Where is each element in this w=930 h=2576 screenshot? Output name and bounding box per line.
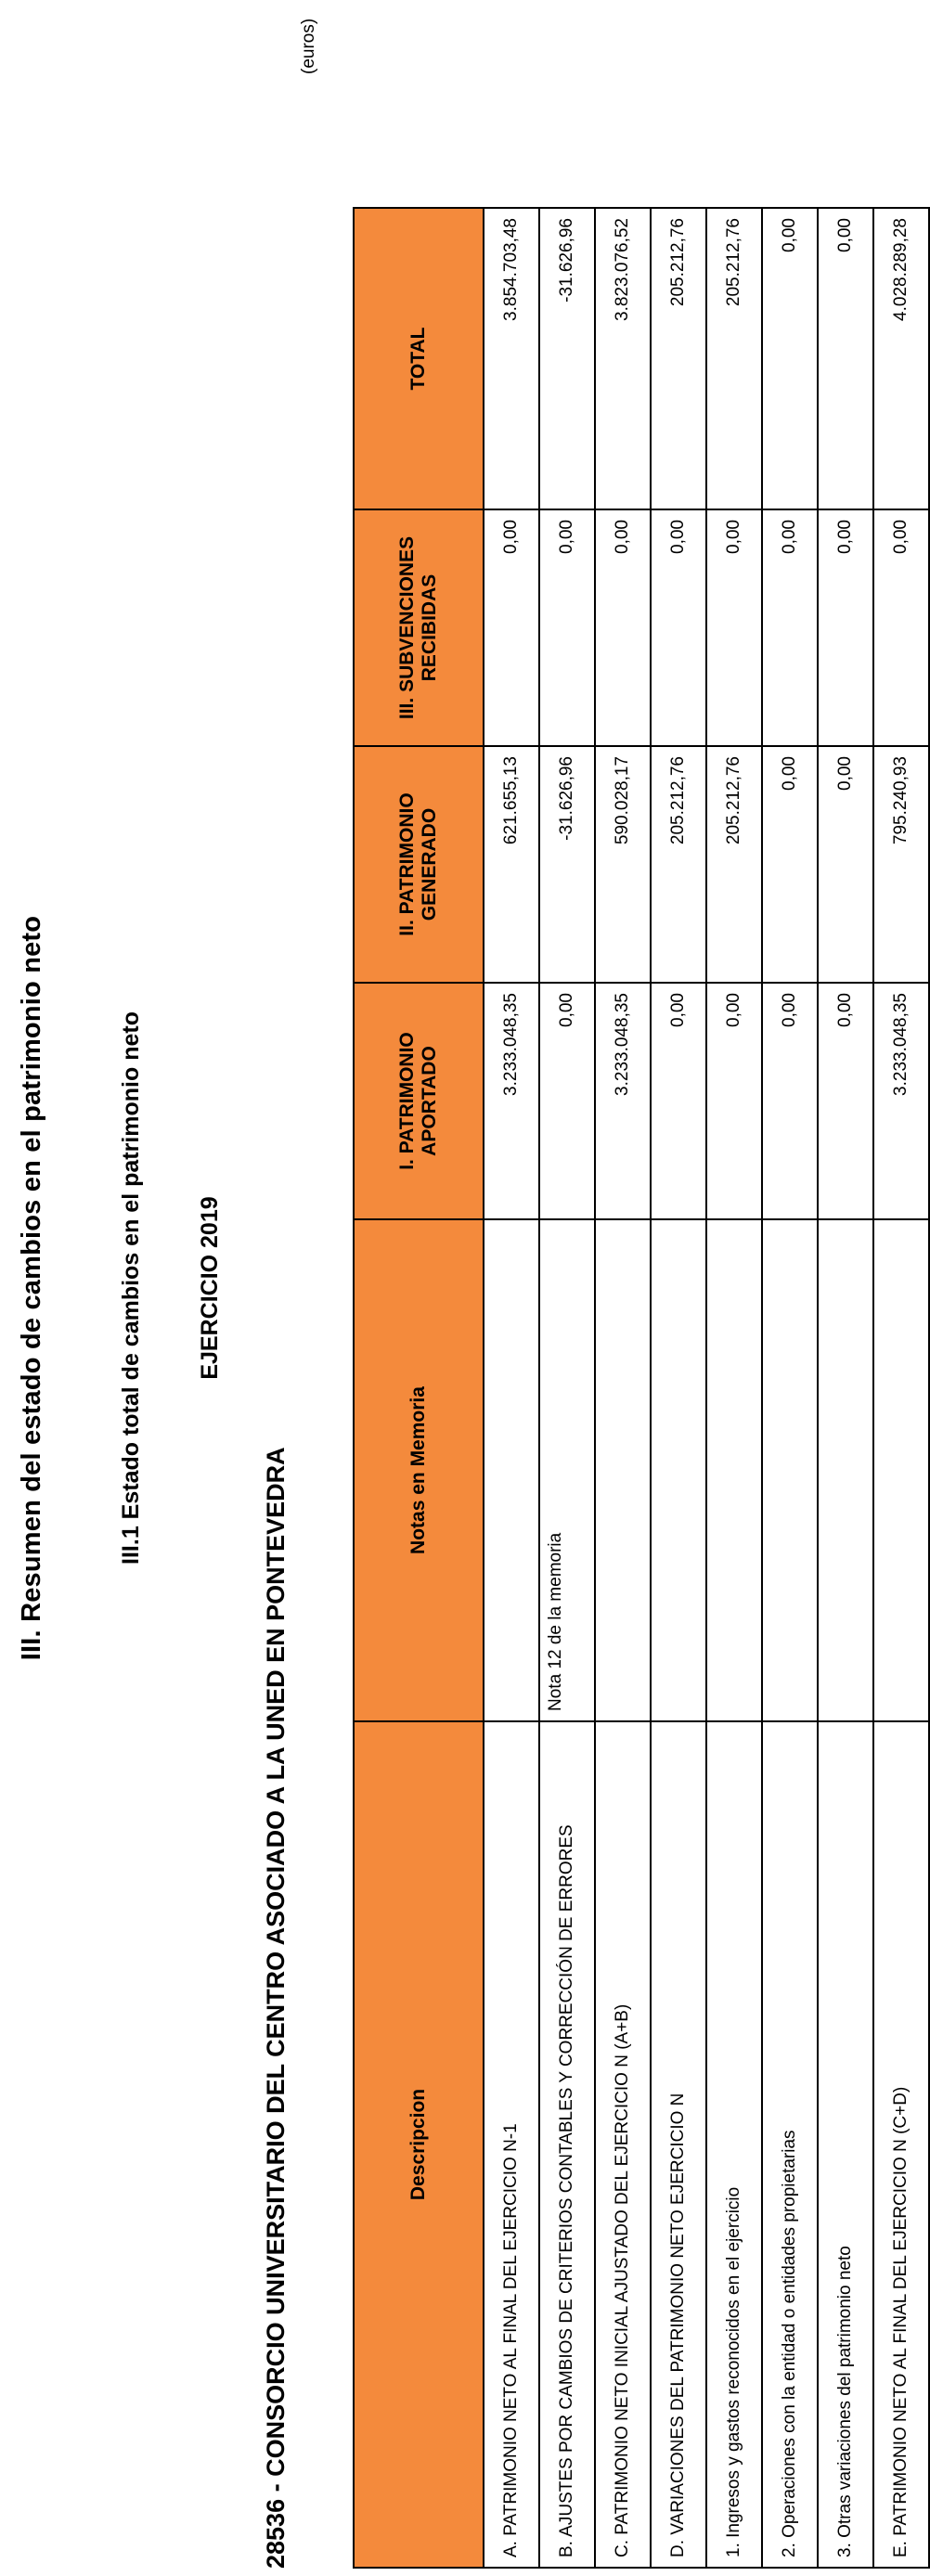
header-patrimonio-aportado: I. PATRIMONIO APORTADO: [354, 983, 484, 1219]
cell-generado: 590.028,17: [595, 746, 651, 983]
table-row: [484, 208, 539, 2568]
cell-nota: [818, 1219, 873, 1721]
cell-aportado: 0,00: [762, 983, 818, 1219]
cell-generado: 0,00: [762, 746, 818, 983]
cell-nota: [484, 1219, 539, 1721]
header-subvenciones: III. SUBVENCIONES RECIBIDAS: [354, 509, 484, 746]
exercise-heading: EJERCICIO 2019: [197, 1196, 223, 1380]
cell-nota: [762, 1219, 818, 1721]
cell-subvenciones: 0,00: [595, 509, 651, 746]
cell-generado: 795.240,93: [873, 746, 929, 983]
cell-total: 205.212,76: [651, 208, 706, 509]
table-row: [706, 208, 762, 2568]
cell-subvenciones: 0,00: [651, 509, 706, 746]
cell-generado: 205.212,76: [651, 746, 706, 983]
cell-aportado: 0,00: [818, 983, 873, 1219]
table-row: [762, 208, 818, 2568]
cell-descripcion: C. PATRIMONIO NETO INICIAL AJUSTADO DEL EJERCICIO N (A+B): [595, 1721, 651, 2568]
cell-generado: -31.626,96: [539, 746, 595, 983]
cell-aportado: 0,00: [539, 983, 595, 1219]
header-patrimonio-generado: II. PATRIMONIO GENERADO: [354, 746, 484, 983]
cell-descripcion: 1. Ingresos y gastos reconocidos en el ejercicio: [706, 1721, 762, 2568]
cell-generado: 621.655,13: [484, 746, 539, 983]
cell-subvenciones: 0,00: [706, 509, 762, 746]
cell-descripcion: 2. Operaciones con la entidad o entidades propietarias: [762, 1721, 818, 2568]
entity-name: 28536 - CONSORCIO UNIVERSITARIO DEL CENTRO ASOCIADO A LA UNED EN PONTEVEDRA: [262, 1447, 290, 2569]
cell-aportado: 0,00: [651, 983, 706, 1219]
cell-total: 3.854.703,48: [484, 208, 539, 509]
cell-descripcion: E. PATRIMONIO NETO AL FINAL DEL EJERCICIO N (C+D): [873, 1721, 929, 2568]
cell-generado: 0,00: [818, 746, 873, 983]
cell-subvenciones: 0,00: [818, 509, 873, 746]
cell-total: 0,00: [762, 208, 818, 509]
header-total: TOTAL: [354, 208, 484, 509]
cell-total: 205.212,76: [706, 208, 762, 509]
cell-descripcion: D. VARIACIONES DEL PATRIMONIO NETO EJERCICIO N: [651, 1721, 706, 2568]
cell-aportado: 3.233.048,35: [484, 983, 539, 1219]
cell-descripcion: B. AJUSTES POR CAMBIOS DE CRITERIOS CONTABLES Y CORRECCIÓN DE ERRORES: [539, 1721, 595, 2568]
cell-total: 4.028.289,28: [873, 208, 929, 509]
table-row: [873, 208, 929, 2568]
cell-nota: [595, 1219, 651, 1721]
header-descripcion: Descripcion: [354, 1721, 484, 2568]
table-body: [484, 208, 929, 2568]
cell-subvenciones: 0,00: [484, 509, 539, 746]
table-row: [595, 208, 651, 2568]
cell-nota: [873, 1219, 929, 1721]
cell-subvenciones: 0,00: [539, 509, 595, 746]
cell-subvenciones: 0,00: [762, 509, 818, 746]
currency-unit: (euros): [299, 18, 318, 74]
cell-descripcion: 3. Otras variaciones del patrimonio neto: [818, 1721, 873, 2568]
equity-changes-table: [353, 207, 930, 2569]
document-subtitle: III.1 Estado total de cambios en el patrimonio neto: [118, 1011, 144, 1565]
cell-aportado: 3.233.048,35: [595, 983, 651, 1219]
header-notas: Notas en Memoria: [354, 1219, 484, 1721]
cell-nota: [651, 1219, 706, 1721]
cell-total: 0,00: [818, 208, 873, 509]
cell-nota: Nota 12 de la memoria: [539, 1219, 595, 1721]
cell-aportado: 3.233.048,35: [873, 983, 929, 1219]
table-row: [818, 208, 873, 2568]
cell-nota: [706, 1219, 762, 1721]
cell-aportado: 0,00: [706, 983, 762, 1219]
cell-total: 3.823.076,52: [595, 208, 651, 509]
cell-total: -31.626,96: [539, 208, 595, 509]
document-title: III. Resumen del estado de cambios en el patrimonio neto: [17, 915, 46, 1661]
cell-generado: 205.212,76: [706, 746, 762, 983]
table-row: [539, 208, 595, 2568]
cell-subvenciones: 0,00: [873, 509, 929, 746]
table-row: [651, 208, 706, 2568]
cell-descripcion: A. PATRIMONIO NETO AL FINAL DEL EJERCICIO N-1: [484, 1721, 539, 2568]
table-header-row: [354, 208, 484, 2568]
